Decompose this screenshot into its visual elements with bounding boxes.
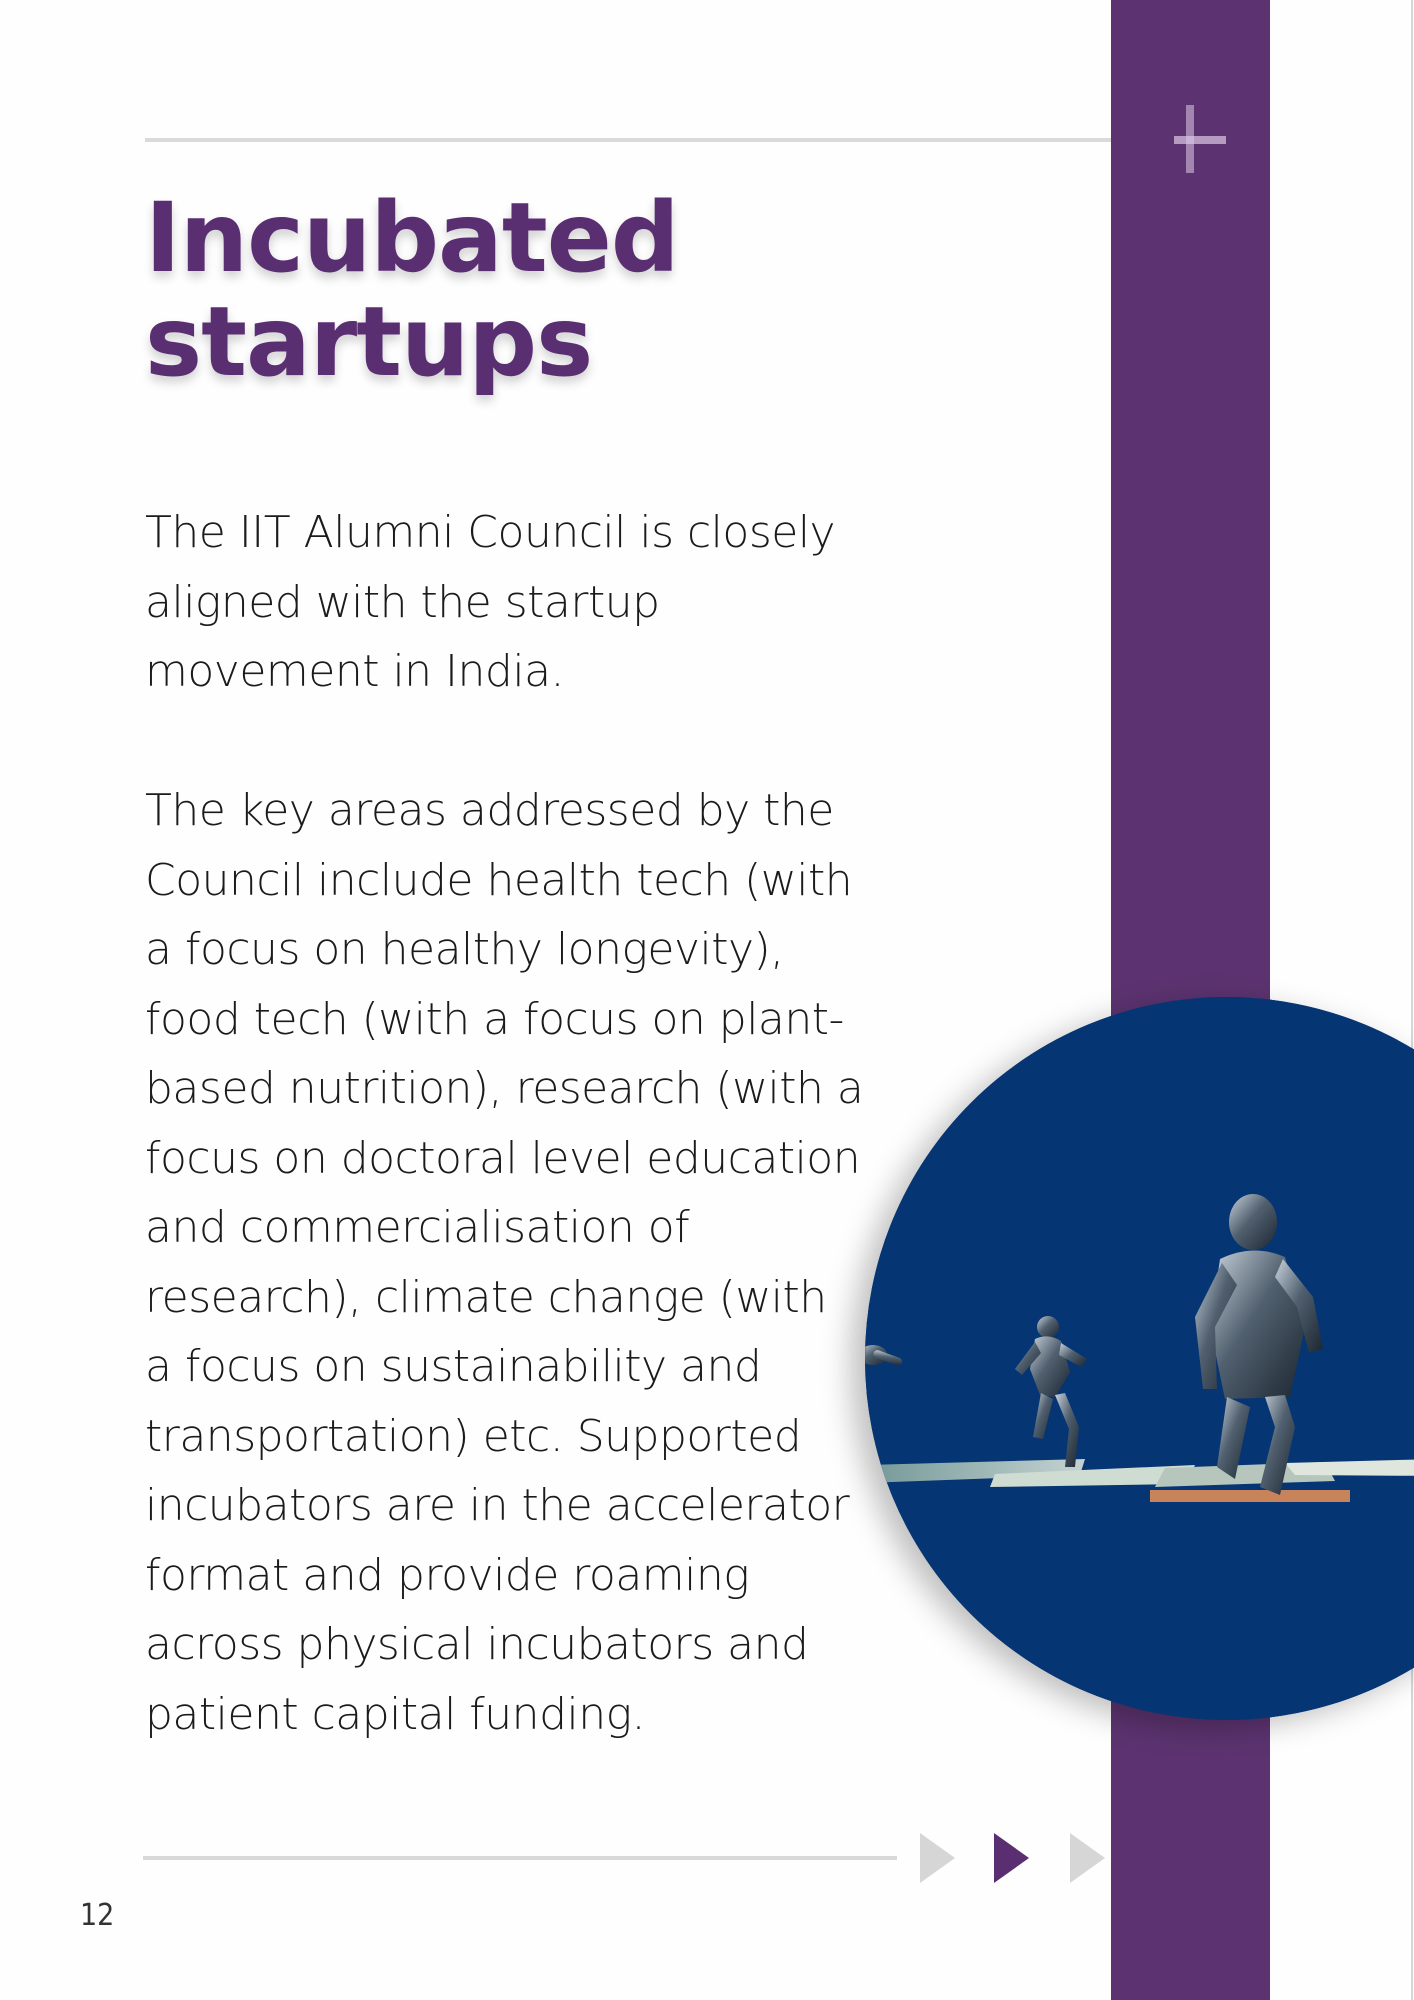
bottom-divider (143, 1856, 897, 1860)
running-figures-image (865, 997, 1414, 1720)
intro-paragraph: The IIT Alumni Council is closely aligned with the startup movement in India. (145, 507, 836, 697)
play-arrow-icon (1070, 1833, 1105, 1883)
page-title (145, 182, 679, 398)
top-divider (145, 138, 1111, 142)
plus-icon (1170, 105, 1226, 173)
page-number: 12 (80, 1898, 115, 1933)
play-arrow-icon (994, 1833, 1029, 1883)
key-areas-paragraph: The key areas addressed by the Council include health tech (with a focus on healthy longevity), food tech (with a focus on plant-based nutrition), research (with a focus on doctoral level education and commercialisation of research), climate change (with a focus on sustainability and transportation) etc. Supported incubators are in the accelerator format and provide roaming across physical incubators and patient capital funding. (145, 785, 864, 1740)
page-edge-line (1411, 0, 1413, 2000)
title-line-2: startups (145, 286, 593, 398)
play-arrow-icon (920, 1833, 955, 1883)
title-line-1: Incubated (145, 182, 679, 294)
